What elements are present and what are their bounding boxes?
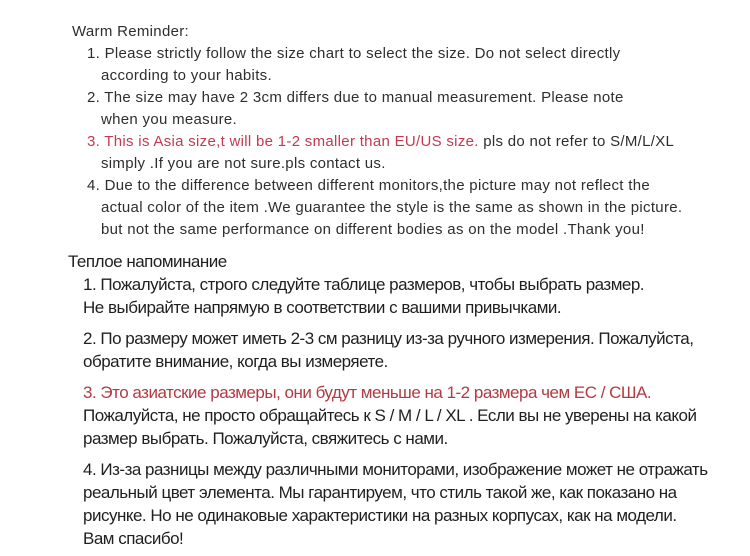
ru-item4-line1: 4. Из-за разницы между различными мониторами, изображение может не отражать — [83, 460, 708, 479]
ru-item3-red-warning: 3. Это азиатские размеры, они будут меньше на 1-2 размера чем ЕС / США. — [83, 383, 652, 402]
ru-item2-line1: 2. По размеру может иметь 2-3 см разницу из-за ручного измерения. Пожалуйста, — [83, 329, 694, 348]
en-item2-line1: 2. The size may have 2 3cm differs due to manual measurement. Please note — [87, 89, 624, 106]
english-reminder-section — [72, 21, 740, 241]
russian-items — [83, 273, 740, 550]
en-item3-black-text: pls do not refer to S/M/L/XL — [478, 133, 675, 150]
ru-item3-line3: размер выбрать. Пожалуйста, свяжитесь с нами. — [83, 429, 448, 448]
ru-item2-line2: обратите внимание, когда вы измеряете. — [83, 352, 388, 371]
en-item4-line1: 4. Due to the difference between different monitors,the picture may not reflect the — [87, 177, 650, 194]
ru-item4-line4: Вам спасибо! — [83, 529, 184, 548]
ru-item2 — [83, 327, 740, 373]
ru-item3 — [83, 381, 740, 450]
ru-item4-line2: реальный цвет элемента. Мы гарантируем, что стиль такой же, как показано на — [83, 483, 677, 502]
ru-item4-line3: рисунке. Но не одинаковые характеристики на разных корпусах, как на модели. — [83, 506, 677, 525]
english-items — [87, 43, 740, 241]
ru-item1-line1: 1. Пожалуйста, строго следуйте таблице размеров, чтобы выбрать размер. — [83, 275, 645, 294]
ru-item3-line2: Пожалуйста, не просто обращайтесь к S / M / L / XL . Если вы не уверены на какой — [83, 406, 697, 425]
en-item3-line2: simply .If you are not sure.pls contact us. — [101, 155, 386, 172]
ru-item1-line2: Не выбирайте напрямую в соответствии с вашими привычками. — [83, 298, 562, 317]
en-item4-line3: but not the same performance on different bodies as on the model .Thank you! — [101, 221, 645, 238]
ru-item4 — [83, 458, 740, 550]
en-item1-line2: according to your habits. — [101, 67, 272, 84]
en-item3-line1 — [87, 131, 740, 153]
ru-item1 — [83, 273, 740, 319]
en-item3-red-warning: 3. This is Asia size,t will be 1-2 smaller than EU/US size. — [87, 133, 479, 150]
en-item4-line2: actual color of the item .We guarantee the style is the same as shown in the picture. — [101, 199, 683, 216]
russian-reminder-section — [68, 250, 740, 550]
en-item2-line2: when you measure. — [101, 111, 238, 128]
en-item1-line1: 1. Please strictly follow the size chart to select the size. Do not select directly — [87, 45, 621, 62]
english-heading: Warm Reminder: — [72, 23, 189, 40]
russian-heading: Теплое напоминание — [68, 252, 227, 271]
